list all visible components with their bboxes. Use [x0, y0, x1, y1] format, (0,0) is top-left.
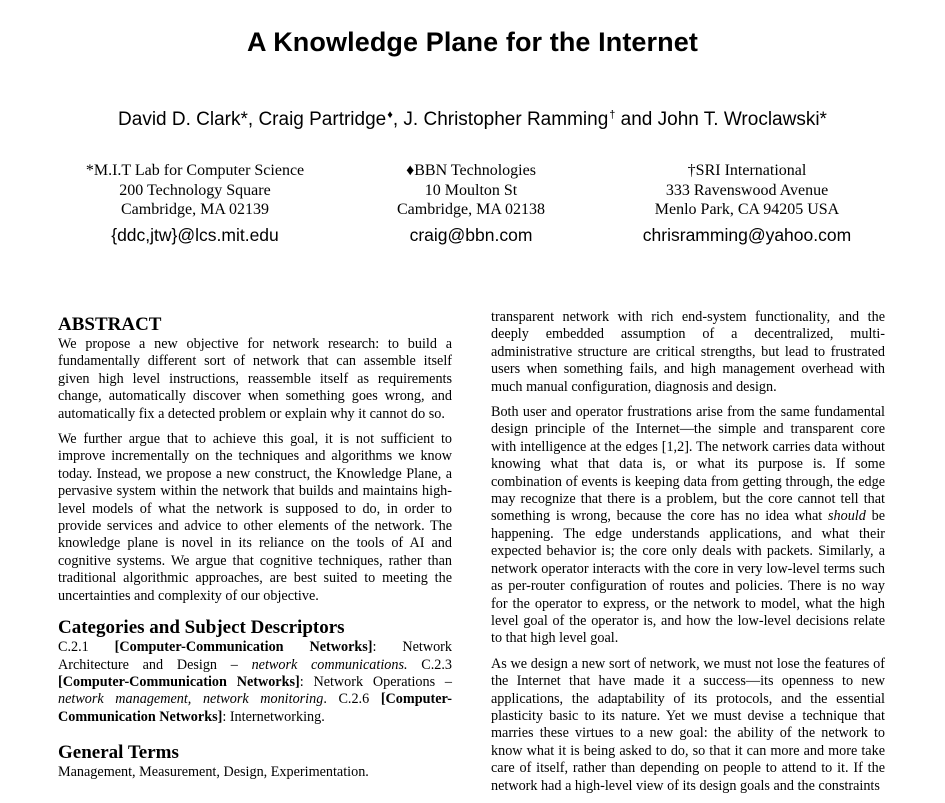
- categories-heading: Categories and Subject Descriptors: [58, 617, 345, 639]
- body-paragraph-2-start: Both user and operator frustrations arise from the same fundamental design principle of the Internet—the simple and transparent core with intelligence at the edges [1,2]. The network carries data without knowing what that data is, or what its purpose is. If some combination of events is keeping data from getting through, the edge may recognize that there is a problem, but the core cannot tell that something is wrong, because the core has no idea what: [491, 404, 885, 525]
- cat-term-2: network management, network monitoring: [58, 691, 324, 708]
- affiliation-address: 10 Moulton St: [424, 181, 518, 199]
- cat-class-3: [Computer-Communication Networks]: [58, 691, 452, 725]
- cat-class-2: [Computer-Communication Networks]: [58, 673, 300, 690]
- bbn-marker: ♦: [387, 109, 393, 121]
- cat-code-1: C.2.1: [58, 639, 115, 656]
- author-line: [0, 109, 945, 131]
- general-terms-heading: General Terms: [58, 742, 179, 764]
- abstract-paragraph-2: We further argue that to achieve this goal, it is not sufficient to improve incrementally on the techniques and algorithms we know today. Instead, we propose a new construct, the Knowledge Plane, a pervasive system within the network that builds and maintains high-level models of what the network is supposed to do, in order to provide services and advice to other elements of the network. The knowledge plane is novel in its reliance on the tools of AI and cognitive systems. We argue that cognitive techniques, rather than traditional algorithmic approaches, are best suited to meeting the uncertainties and complexity of our objective.: [58, 431, 452, 604]
- sri-marker: †: [609, 109, 616, 121]
- affiliation-city: Cambridge, MA 02139: [121, 201, 269, 219]
- general-terms-text: Management, Measurement, Design, Experimentation.: [58, 764, 369, 781]
- cat-desc-1: : Network Architecture and Design –: [58, 639, 452, 673]
- cat-class-1: [Computer-Communication Networks]: [114, 639, 373, 656]
- body-paragraph-1: transparent network with rich end-system functionality, and the deeply embedded assumption of a decentralized, multi-administrative structure are critical strengths, but lead to frustrated users when something fails, and high management overhead with much manual configuration, diagnosis and design.: [491, 309, 885, 395]
- cat-desc-3: : Internetworking.: [222, 708, 325, 725]
- affiliation-city: Menlo Park, CA 94205 USA: [654, 201, 840, 219]
- abstract-paragraph-1: We propose a new objective for network research: to build a fundamentally different sort of network that can assemble itself given high level instructions, reassemble itself as requirements change, automatically discover when something goes wrong, and automatically fix a detected problem or explain why it cannot do so.: [58, 336, 452, 422]
- body-paragraph-3: As we design a new sort of network, we must not lose the features of the Internet that have made it a success—its openness to new applications, the adaptability of its protocols, and the essential plasticity basic to its nature. Yet we must devise a technique that marries these virtues to a new goal: the ability of the network to know what it is being asked to do, so that it can more and more take care of itself, rather than depending on people to attend to it. If the network had a high-level view of its design goals and the constraints: [491, 655, 885, 794]
- emphasis-should: should: [827, 508, 866, 525]
- affiliation-email: craig@bbn.com: [409, 224, 533, 245]
- author-wroclawski: and John T. Wroclawski*: [615, 109, 827, 130]
- cat-code-2: C.2.3: [407, 656, 453, 673]
- left-column: [58, 314, 452, 790]
- affiliation-org: *M.I.T Lab for Computer Science: [85, 162, 305, 179]
- author-clark-partridge: David D. Clark*, Craig Partridge: [118, 109, 387, 130]
- body-paragraph-2-end: be happening. The edge understands applications, and what their expected behavior is; the core only deals with packets. Similarly, a network operator interacts with the core in very low-level terms such as per-router configuration of routes and policies. There is no way for the operator to express, or the network to model, what the high level goal of the operator is, and how the low-level decisions relate to that high level goal.: [491, 508, 885, 647]
- affiliation-mit: [45, 161, 345, 245]
- abstract-heading: ABSTRACT: [58, 314, 162, 335]
- affiliation-address: 200 Technology Square: [119, 181, 271, 199]
- affiliation-email: {ddc,jtw}@lcs.mit.edu: [111, 224, 279, 245]
- cat-term-1: network communications.: [251, 656, 408, 673]
- affiliation-city: Cambridge, MA 02138: [397, 201, 545, 219]
- affiliation-org: †SRI International: [687, 162, 807, 179]
- affiliation-bbn: [321, 161, 621, 245]
- affiliation-org: ♦BBN Technologies: [406, 162, 536, 179]
- author-ramming: , J. Christopher Ramming: [392, 109, 609, 130]
- right-column: [491, 309, 885, 803]
- categories-text: [58, 639, 452, 726]
- cat-desc-2: : Network Operations –: [299, 673, 452, 690]
- body-paragraph-2: [491, 404, 885, 648]
- affiliation-sri: [597, 161, 897, 245]
- affiliation-email: chrisramming@yahoo.com: [642, 224, 852, 245]
- paper-title: A Knowledge Plane for the Internet: [247, 27, 698, 57]
- cat-code-3: . C.2.6: [323, 691, 381, 708]
- affiliation-address: 333 Ravenswood Avenue: [665, 181, 829, 199]
